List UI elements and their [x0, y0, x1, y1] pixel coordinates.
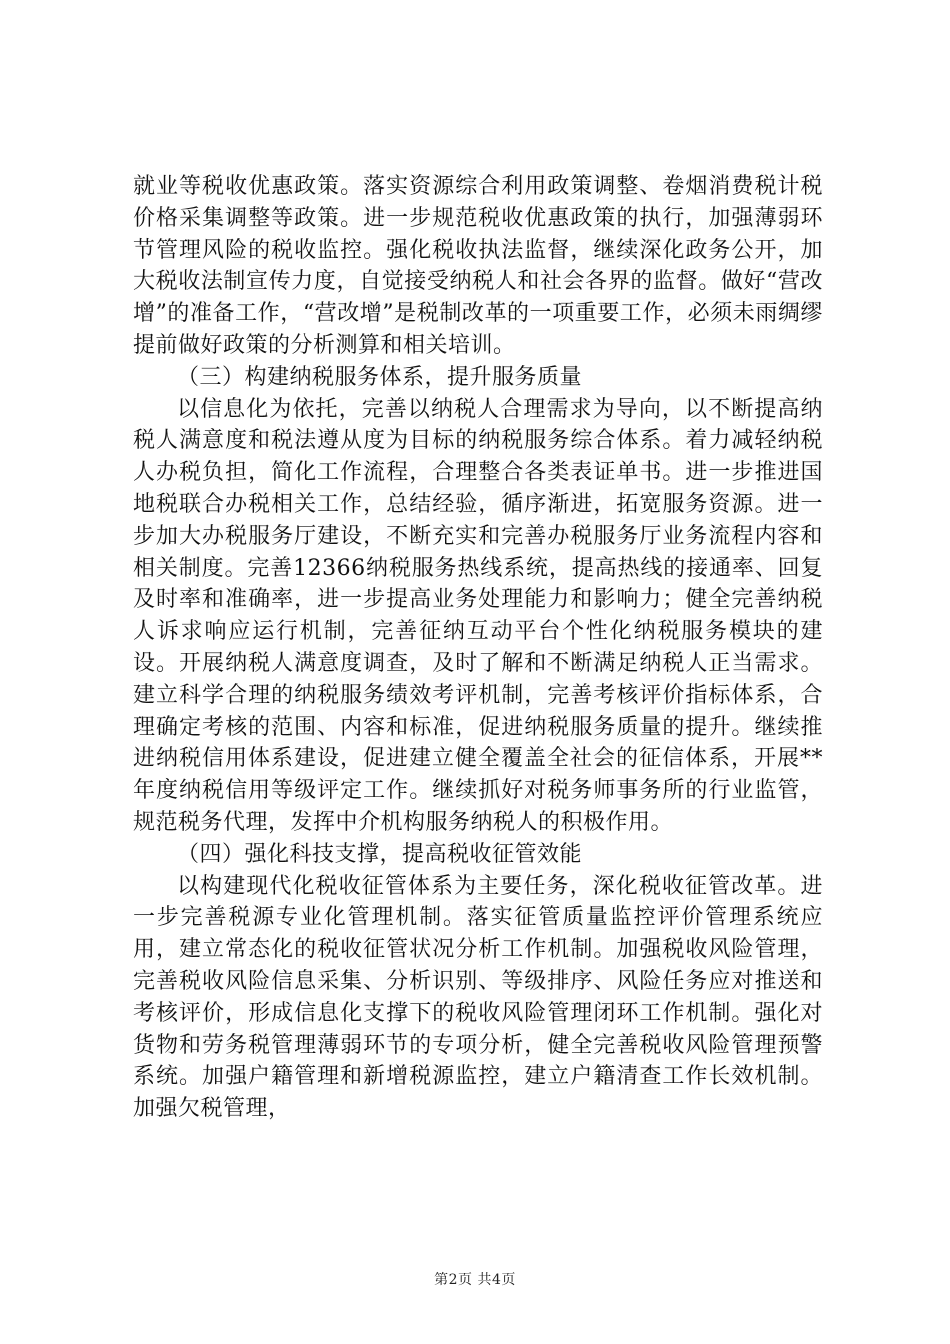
paragraph-continuation: 就业等税收优惠政策。落实资源综合利用政策调整、卷烟消费税计税价格采集调整等政策。进一步规范税收优惠政策的执行，加强薄弱环节管理风险的税收监控。强化税收执法监督，继续深化政务公开，加大税收法制宣传力度，自觉接受纳税人和社会各界的监督。做好“营改增”的准备工作，“营改增”是税制改革的一项重要工作，必须未雨绸缪提前做好政策的分析测算和相关培训。 — [133, 174, 823, 358]
section-heading-3: （三）构建纳税服务体系，提升服务质量 — [177, 364, 583, 390]
section-heading-4: （四）强化科技支撑，提高税收征管效能 — [177, 841, 583, 867]
paragraph-tax-service: 以信息化为依托，完善以纳税人合理需求为导向，以不断提高纳税人满意度和税法遵从度为目标的纳税服务综合体系。着力减轻纳税人办税负担，简化工作流程，合理整合各类表证单书。进一步推进国地税联合办税相关工作，总结经验，循序渐进，拓宽服务资源。进一步加大办税服务厅建设，不断充实和完善办税服务厅业务流程内容和相关制度。完善12366纳税服务热线系统，提高热线的接通率、回复及时率和准确率，进一步提高业务处理能力和影响力；健全完善纳税人诉求响应运行机制，完善征纳互动平台个性化纳税服务模块的建设。开展纳税人满意度调查，及时了解和不断满足纳税人正当需求。建立科学合理的纳税服务绩效考评机制，完善考核评价指标体系，合理确定考核的范围、内容和标准，促进纳税服务质量的提升。继续推进纳税信用体系建设，促进建立健全覆盖全社会的征信体系，开展**年度纳税信用等级评定工作。继续抓好对税务师事务所的行业监管，规范税务代理，发挥中介机构服务纳税人的积极作用。 — [133, 396, 823, 835]
page-indicator: 第2页 共4页 — [434, 1272, 516, 1288]
paragraph-tax-collection: 以构建现代化税收征管体系为主要任务，深化税收征管改革。进一步完善税源专业化管理机制。落实征管质量监控评价管理系统应用，建立常态化的税收征管状况分析工作机制。加强税收风险管理，完善税收风险信息采集、分析识别、等级排序、风险任务应对推送和考核评价，形成信息化支撑下的税收风险管理闭环工作机制。强化对货物和劳务税管理薄弱环节的专项分析，健全完善税收风险管理预警系统。加强户籍管理和新增税源监控，建立户籍清查工作长效机制。加强欠税管理， — [133, 873, 823, 1122]
document-body — [133, 171, 823, 1125]
page-footer — [0, 1271, 950, 1289]
